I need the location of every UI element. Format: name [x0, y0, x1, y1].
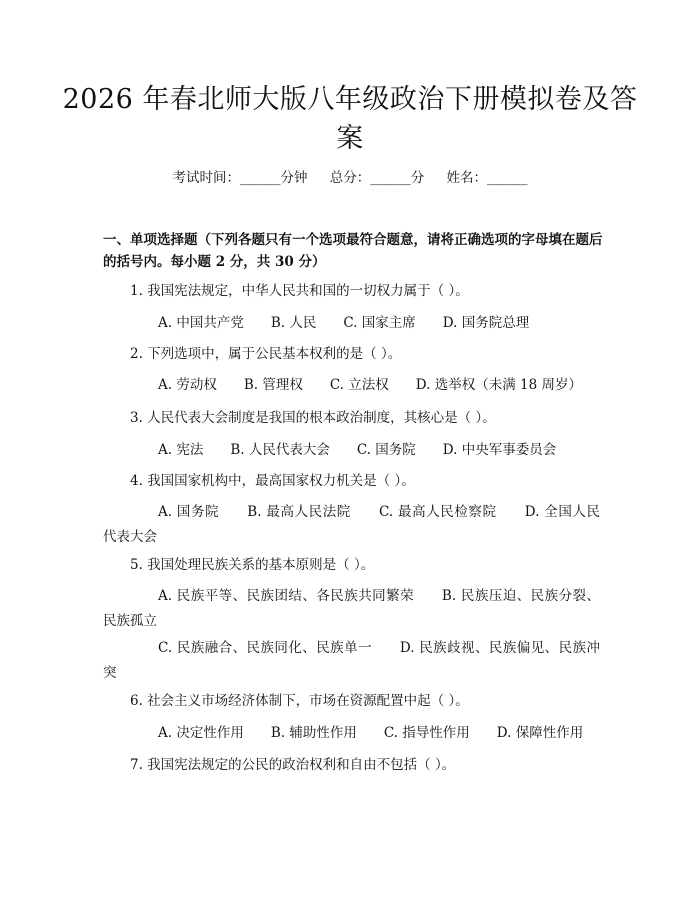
options-line: C. 民族融合、民族同化、民族单一 D. 民族歧视、民族偏见、民族冲: [158, 640, 600, 656]
name-field: 姓名：______: [446, 170, 528, 186]
total-score-field: 总分：______分: [329, 170, 425, 186]
exam-time-field: 考试时间：______分钟: [172, 170, 308, 186]
options-line: 民族孤立: [103, 613, 157, 629]
question-stem: 5. 我国处理民族关系的基本原则是（ ）。: [130, 557, 375, 573]
question-options: A. 宪法 B. 人民代表大会 C. 国务院 D. 中央军事委员会: [158, 442, 557, 458]
exam-info: [0, 168, 700, 188]
question-options: [103, 584, 600, 634]
page-title: 2026 年春北师大版八年级政治下册模拟卷及答案: [62, 84, 638, 154]
question-options: A. 决定性作用 B. 辅助性作用 C. 指导性作用 D. 保障性作用: [158, 725, 584, 741]
options-line: 代表大会: [103, 529, 157, 545]
question-options: A. 中国共产党 B. 人民 C. 国家主席 D. 国务院总理: [158, 315, 530, 331]
options-line: A. 国务院 B. 最高人民法院 C. 最高人民检察院 D. 全国人民: [158, 504, 600, 520]
options-line: A. 民族平等、民族团结、各民族共同繁荣 B. 民族压迫、民族分裂、: [158, 588, 600, 604]
question-stem: 6. 社会主义市场经济体制下，市场在资源配置中起（ ）。: [130, 693, 469, 709]
question-stem: 4. 我国国家机构中，最高国家权力机关是（ ）。: [130, 473, 415, 489]
section-heading: 一、单项选择题（下列各题只有一个选项最符合题意，请将正确选项的字母填在题后的括号内。每小题 2 分，共 30 分）: [103, 232, 603, 270]
question-stem: 7. 我国宪法规定的公民的政治权利和自由不包括（ ）。: [130, 757, 456, 773]
question-stem: 1. 我国宪法规定，中华人民共和国的一切权力属于（ ）。: [130, 283, 469, 299]
question-options: [103, 636, 600, 686]
question-stem: 2. 下列选项中，属于公民基本权利的是（ ）。: [130, 346, 402, 362]
options-line: 突: [103, 665, 117, 681]
question-stem: 3. 人民代表大会制度是我国的根本政治制度，其核心是（ ）。: [130, 410, 496, 426]
question-options: A. 劳动权 B. 管理权 C. 立法权 D. 选举权（未满 18 周岁）: [158, 377, 582, 393]
question-options: [103, 500, 600, 550]
